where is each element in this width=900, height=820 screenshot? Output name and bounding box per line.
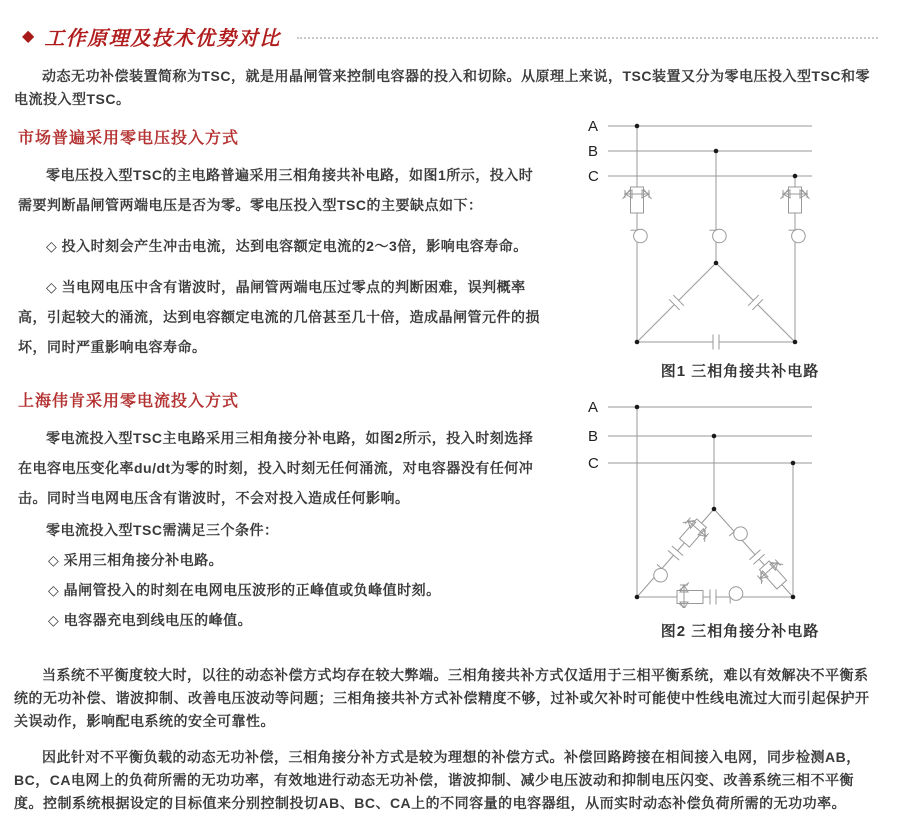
section2-paragraph: 零电流投入型TSC主电路采用三相角接分补电路，如图2所示，投入时刻选择在电容电压变化率du/dt为零的时刻，投入时刻无任何涌流，对电容器没有任何冲击。同时当电网电压含有谐波时，不会对投入造成任何影响。: [18, 430, 534, 506]
page-title: 工作原理及技术优势对比: [44, 28, 281, 50]
section2-heading: 上海伟肯采用零电流投入方式: [18, 393, 240, 410]
footer-paragraph-2: 因此针对不平衡负载的动态无功补偿，三相角接分补方式是较为理想的补偿方式。补偿回路跨接在相间接入电网，同步检测AB，BC，CA电网上的负荷所需的无功功率，有效地进行动态无功补偿，谐波抑制、减少电压波动和抑制电压闪变、改善系统三相不平衡度。控制系统根据设定的目标值来分别控制投切AB、BC、CA上的不同容量的电容器组，从而实时动态补偿负荷所需的无功功率。: [14, 749, 861, 811]
footer-section: [0, 656, 900, 815]
phase-a-label: A: [588, 118, 599, 135]
reactor-coil: [649, 564, 671, 585]
footer-paragraph-1: 当系统不平衡度较大时，以往的动态补偿方式均存在较大弊端。三相角接共补方式仅适用于三相平衡系统，难以有效解决不平衡系统的无功补偿、谐波抑制、改善电压波动等问题；三相角接共补方式补偿精度不够，过补或欠补时可能使中性线电流过大而引起保护开关误动作，影响配电系统的安全可靠性。: [14, 667, 870, 729]
section1-heading: 市场普遍采用零电压投入方式: [18, 130, 240, 147]
phase-labels: [588, 399, 599, 472]
dotted-rule: [297, 37, 878, 39]
reactor-coil: [729, 587, 743, 604]
section2-bullet-3: ◇ 电容器充电到线电压的峰值。: [48, 612, 253, 628]
figure-1-caption: 图1 三相角接共补电路: [660, 363, 820, 380]
phase-a-label: A: [588, 399, 599, 416]
figure-2-caption: 图2 三相角接分补电路: [660, 623, 820, 640]
thyristor-valve: [623, 187, 652, 213]
section1-paragraph: 零电压投入型TSC的主电路普遍采用三相角接共补电路，如图1所示，投入时需要判断晶闸管两端电压是否为零。零电压投入型TSC的主要缺点如下：: [18, 167, 534, 213]
phase-c-label: C: [588, 168, 599, 185]
figure-1: [580, 112, 900, 381]
diamond-icon: ◆: [22, 27, 35, 45]
capacitor: [710, 589, 716, 605]
section2-bullet-1: ◇ 采用三相角接分补电路。: [48, 552, 224, 568]
reactor-coil: [710, 229, 727, 243]
thyristor-valve: [674, 514, 713, 553]
reactor-coil: [789, 229, 806, 243]
phase-labels: [588, 118, 599, 185]
delta-triangle: [637, 509, 793, 597]
phase-b-label: B: [588, 428, 599, 445]
figure-1-circuit-diagram: [580, 112, 900, 356]
phase-bus-lines: [608, 126, 812, 176]
section1-bullet-2: ◇ 当电网电压中含有谐波时，晶闸管两端电压过零点的判断困难，误判概率高，引起较大的涌流，达到电容额定电流的几倍甚至几十倍，造成晶闸管元件的损坏，同时严重影响电容寿命。: [18, 279, 540, 355]
thyristor-valve: [754, 556, 793, 595]
phase-b-label: B: [588, 143, 599, 160]
thyristor-valve: [781, 187, 810, 213]
delta-triangle: [637, 263, 795, 342]
figure-2: [580, 398, 900, 641]
section1-bullet-1: ◇ 投入时刻会产生冲击电流，达到电容额定电流的2～3倍，影响电容寿命。: [46, 238, 528, 254]
components: [649, 514, 793, 608]
left-column: [0, 125, 545, 635]
intro-paragraph: 动态无功补偿装置简称为TSC，就是用晶闸管来控制电容器的投入和切除。从原理上来说，TSC装置又分为零电压投入型TSC和零电流投入型TSC。: [14, 68, 870, 107]
capacitor: [667, 545, 683, 560]
section-title-row: [0, 0, 900, 51]
thyristor-valve: [677, 583, 703, 609]
phase-bus-lines: [608, 407, 812, 463]
capacitor: [749, 549, 765, 564]
section2-conditions-lead: 零电流投入型TSC需满足三个条件：: [46, 522, 279, 538]
figure-2-circuit-diagram: [580, 398, 900, 608]
section2-bullet-2: ◇ 晶闸管投入的时刻在电网电压波形的正峰值或负峰值时刻。: [48, 582, 441, 598]
capacitor: [713, 334, 719, 350]
reactor-coil: [631, 229, 648, 243]
phase-c-label: C: [588, 455, 599, 472]
reactor-coil: [729, 524, 751, 545]
